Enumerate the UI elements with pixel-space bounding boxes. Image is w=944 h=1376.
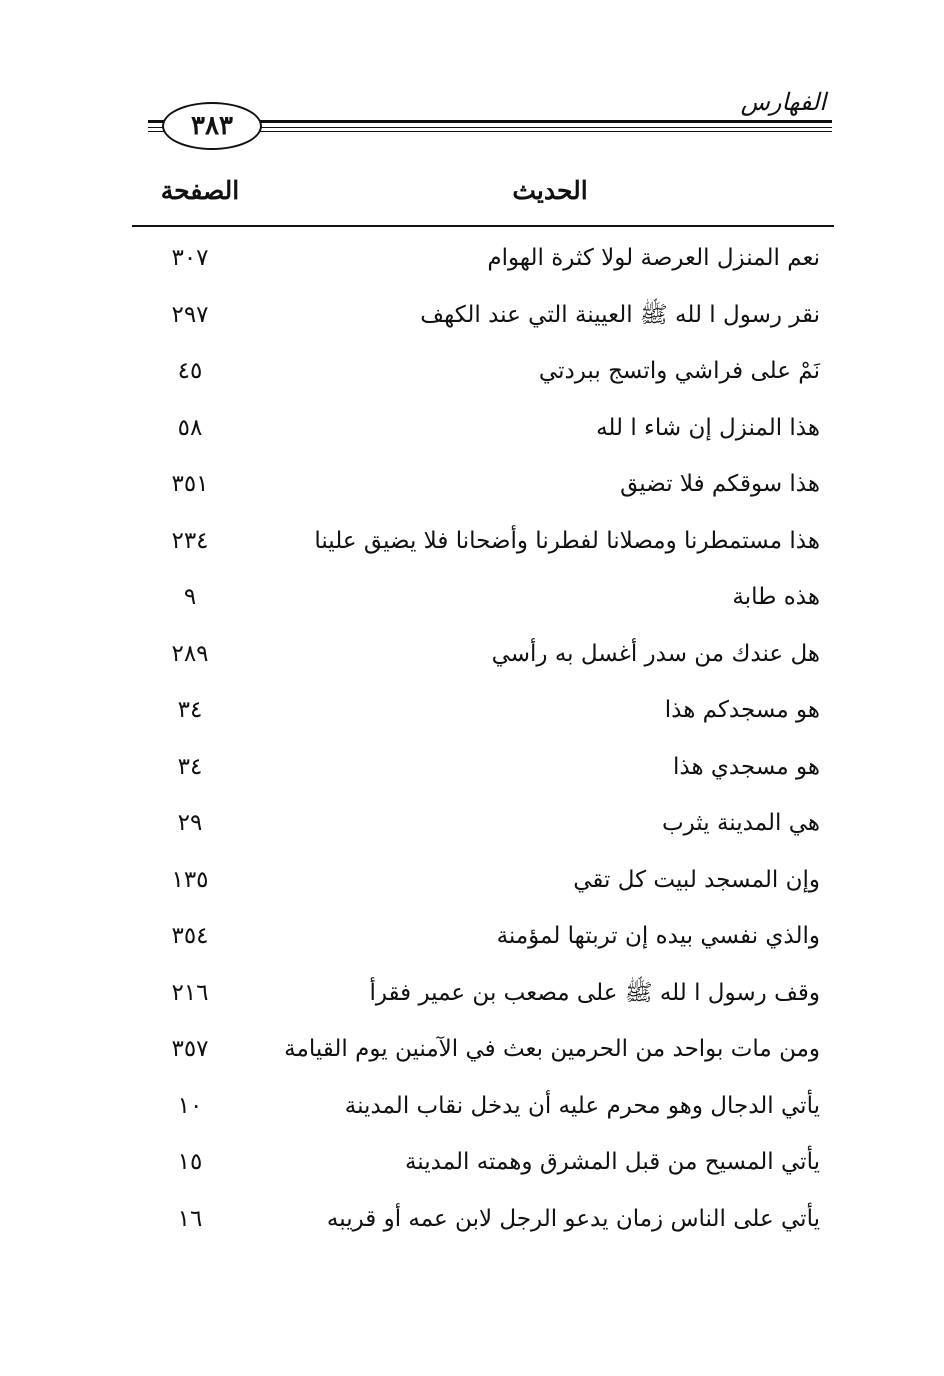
- page-reference: ٣٤: [177, 754, 203, 780]
- page-reference: ١٣٥: [171, 867, 209, 893]
- hadith-text: يأتي على الناس زمان يدعو الرجل لابن عمه أو قريبه: [326, 1206, 820, 1232]
- table-row: [130, 747, 830, 787]
- table-row: [130, 1199, 830, 1239]
- page-reference: ٣٥٤: [171, 923, 209, 949]
- table-row: [130, 860, 830, 900]
- table-row: [130, 1142, 830, 1182]
- page-reference: ١٥: [177, 1149, 203, 1175]
- column-header-hadith: الحديث: [512, 176, 588, 205]
- page-number-badge: ٣٨٣: [162, 102, 262, 150]
- page-reference: ٩: [183, 584, 197, 610]
- column-header-page: الصفحة: [160, 176, 240, 205]
- hadith-text: نَمْ على فراشي واتسج ببردتي: [538, 358, 820, 384]
- page-reference: ٢١٦: [171, 980, 209, 1006]
- page-reference: ٣٤: [177, 697, 203, 723]
- hadith-text: وقف رسول ا لله ﷺ على مصعب بن عمير فقرأ: [369, 980, 820, 1006]
- page-reference: ١٦: [177, 1206, 203, 1232]
- table-row: [130, 1086, 830, 1126]
- hadith-text: هذا مستمطرنا ومصلانا لفطرنا وأضحانا فلا يضيق علينا: [314, 528, 820, 554]
- header-divider: [132, 225, 834, 227]
- hadith-text: وإن المسجد لبيت كل تقي: [573, 867, 820, 893]
- table-row: [130, 295, 830, 335]
- table-row: [130, 238, 830, 278]
- hadith-text: هذا سوقكم فلا تضيق: [620, 471, 820, 497]
- table-row: [130, 351, 830, 391]
- page-reference: ٤٥: [177, 358, 203, 384]
- page-reference: ٣٥٧: [171, 1036, 209, 1062]
- hadith-text: هي المدينة يثرب: [661, 810, 820, 836]
- table-row: [130, 408, 830, 448]
- hadith-text: هل عندك من سدر أغسل به رأسي: [491, 641, 820, 667]
- hadith-text: يأتي الدجال وهو محرم عليه أن يدخل نقاب المدينة: [344, 1093, 820, 1119]
- hadith-text: هو مسجدكم هذا: [664, 697, 820, 723]
- table-row: [130, 690, 830, 730]
- table-row: [130, 803, 830, 843]
- page-reference: ١٠: [177, 1093, 203, 1119]
- hadith-text: هذه طابة: [732, 584, 820, 610]
- table-row: [130, 521, 830, 561]
- page-reference: ٢٩٧: [171, 302, 209, 328]
- hadith-text: هو مسجدي هذا: [673, 754, 820, 780]
- table-row: [130, 973, 830, 1013]
- table-row: [130, 1029, 830, 1069]
- hadith-text: نقر رسول ا لله ﷺ العيينة التي عند الكهف: [420, 302, 820, 328]
- table-row: [130, 464, 830, 504]
- page-reference: ٥٨: [177, 415, 203, 441]
- page-reference: ٢٨٩: [171, 641, 209, 667]
- page-reference: ٣٥١: [171, 471, 209, 497]
- page-reference: ٢٩: [177, 810, 203, 836]
- hadith-text: والذي نفسي بيده إن تربتها لمؤمنة: [496, 923, 820, 949]
- hadith-text: يأتي المسيح من قبل المشرق وهمته المدينة: [404, 1149, 820, 1175]
- table-row: [130, 916, 830, 956]
- hadith-text: ومن مات بواحد من الحرمين بعث في الآمنين يوم القيامة: [284, 1036, 820, 1062]
- hadith-text: نعم المنزل العرصة لولا كثرة الهوام: [487, 245, 820, 271]
- table-row: [130, 634, 830, 674]
- page-reference: ٣٠٧: [171, 245, 209, 271]
- hadith-text: هذا المنزل إن شاء ا لله: [596, 415, 820, 441]
- page-reference: ٢٣٤: [171, 528, 209, 554]
- running-title: الفهارس: [740, 88, 826, 116]
- table-row: [130, 577, 830, 617]
